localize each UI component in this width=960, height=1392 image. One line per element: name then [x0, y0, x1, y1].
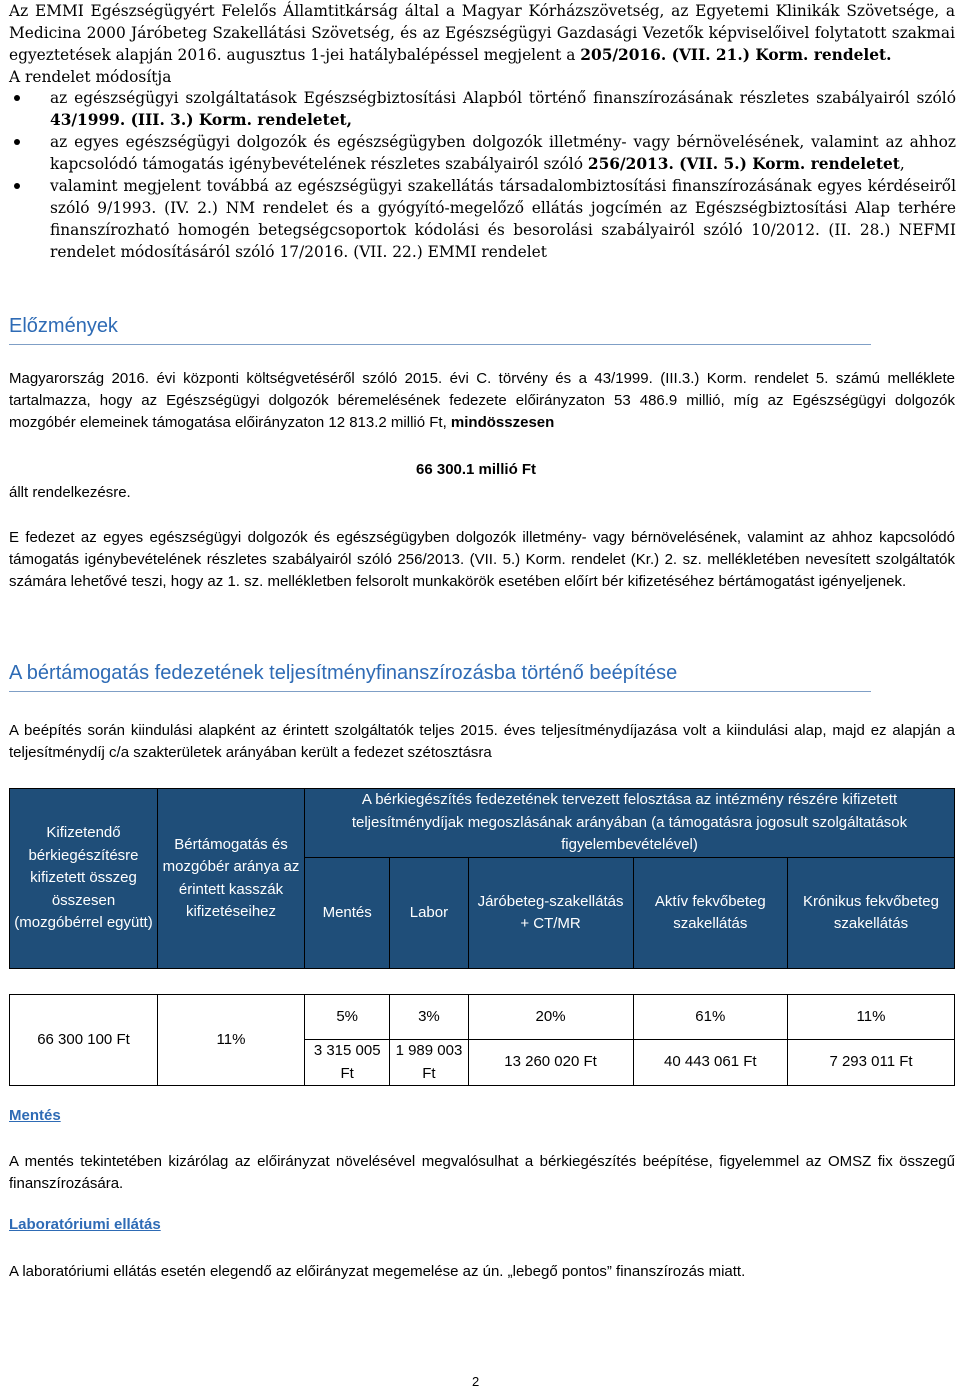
- list-item-text: ,: [899, 155, 905, 173]
- paragraph-distribution: A beépítés során kiindulási alapként az érintett szolgáltatók teljes 2015. éves teljesítménydíjazása volt a kiindulási alap, majd ez alapján a teljesítménydíj c/a szakterületek arányában került a fedezet szétosztásra: [9, 722, 955, 761]
- intro-decree: 205/2016. (VII. 21.) Korm. rendelet.: [580, 46, 892, 64]
- list-item: [0, 87, 956, 131]
- paragraph-budget: [9, 368, 955, 434]
- table-subheader: Mentés: [305, 858, 390, 969]
- amended-decrees-list: [0, 87, 956, 263]
- bullet-icon: [14, 95, 20, 101]
- section-heading-elozmenyek: Előzmények: [9, 315, 118, 337]
- table-subheader: Aktív fekvőbeteg szakellátás: [633, 858, 787, 969]
- list-item-text: 43/1999. (III. 3.) Korm. rendeletet,: [50, 111, 352, 129]
- heading-underline: [9, 344, 871, 345]
- table-cell-percent: 3%: [390, 995, 468, 1040]
- intro-paragraph: [9, 0, 955, 88]
- table-subheader: Labor: [390, 858, 468, 969]
- table-cell-percent: 11%: [788, 995, 955, 1040]
- intro-line2: A rendelet módosítja: [9, 68, 172, 86]
- table-cell-amount: 40 443 061 Ft: [633, 1040, 787, 1086]
- table-cell-percent: 20%: [468, 995, 633, 1040]
- table-percent-row: [10, 995, 955, 1040]
- table-subheader: Járóbeteg-szakellátás + CT/MR: [468, 858, 633, 969]
- table-header-total: Kifizetendő bérkiegészítésre kifizetett összeg összesen (mozgóbérrel együtt): [10, 789, 158, 969]
- table-header-group: A bérkiegészítés fedezetének tervezett felosztása az intézmény részére kifizetett teljesítménydíjak megoszlásának arányában (a támogatásra jogosult szolgáltatások figyelembevételével): [305, 789, 955, 858]
- budget-available: állt rendelkezésre.: [9, 484, 131, 501]
- paragraph-mentes: A mentés tekintetében kizárólag az előirányzat növelésével megvalósulhat a bérkiegészítés beépítése, figyelemmel az OMSZ fix összegű finanszírozására.: [9, 1153, 955, 1192]
- table-cell-percent: 61%: [633, 995, 787, 1040]
- budget-total: 66 300.1 millió Ft: [416, 461, 537, 478]
- distribution-table: [9, 788, 955, 1086]
- table-ratio-value: 11%: [158, 995, 305, 1086]
- table-cell-percent: 5%: [305, 995, 390, 1040]
- list-item: [0, 131, 956, 175]
- table-cell-amount: 13 260 020 Ft: [468, 1040, 633, 1086]
- budget-text: Magyarország 2016. évi központi költségvetéséről szóló 2015. évi C. törvény és a 43/1999. (III.3.) Korm. rendelet 5. számú melléklete tartalmazza, hogy az Egészségügyi dolgozók béremelésének fedezete előirányzaton 53 486.9 millió, míg az Egészségügyi dolgozók mozgóbér elemeinek támogatása előirányzaton 12 813.2 millió Ft,: [9, 370, 955, 431]
- list-item: [0, 175, 956, 263]
- page-number: 2: [472, 1374, 480, 1389]
- intro-text: Az EMMI Egészségügyért Felelős Államtitkárság által a Magyar Kórházszövetség, az Egyetemi Klinikák Szövetsége, a Medicina 2000 Járóbeteg Szakellátási Szövetség, és az Egészségügyi Gazdasági Vezetők képviselőivel folytatott szakmai egyeztetések alapján 2016. augusztus 1-jei hatálybalépéssel megjelent a: [9, 2, 955, 64]
- table-cell-amount: 1 989 003 Ft: [390, 1040, 468, 1086]
- budget-total-label: mindösszesen: [450, 414, 555, 431]
- list-item-text: az egyes egészségügyi dolgozók és egészségügyben dolgozók illetmény- vagy bérnövelésének, valamint az ahhoz kapcsolódó támogatás igénybevételének részletes szabályairól szóló: [50, 133, 956, 173]
- section-heading-beepites: A bértámogatás fedezetének teljesítményfinanszírozásba történő beépítése: [9, 662, 678, 684]
- table-spacer: [10, 969, 955, 995]
- list-item-text: az egészségügyi szolgáltatások Egészségbiztosítási Alapból történő finanszírozásának részletes szabályairól szóló: [50, 89, 956, 107]
- list-item-text: valamint megjelent továbbá az egészségügyi szakellátás társadalombiztosítási finanszírozásának egyes kérdéseiről szóló 9/1993. (IV. 2.) NM rendelet és a gyógyító-megelőző ellátás jogcímén az Egészségbiztosítási Alap terhére finanszírozható homogén betegségcsoportok kódolási és besorolási szabályairól szóló 10/2012. (II. 28.) NEFMI rendelet módosításáról szóló 17/2016. (VII. 22.) EMMI rendelet: [50, 177, 956, 261]
- table-subheader: Krónikus fekvőbeteg szakellátás: [788, 858, 955, 969]
- list-item-text: 256/2013. (VII. 5.) Korm. rendeletet: [587, 155, 900, 173]
- bullet-icon: [14, 183, 20, 189]
- heading-underline: [9, 691, 871, 692]
- table-cell-amount: 7 293 011 Ft: [788, 1040, 955, 1086]
- table-total-value: 66 300 100 Ft: [10, 995, 158, 1086]
- table-header-ratio: Bértámogatás és mozgóbér aránya az érintett kasszák kifizetéseihez: [158, 789, 305, 969]
- table-cell-amount: 3 315 005 Ft: [305, 1040, 390, 1086]
- bullet-icon: [14, 139, 20, 145]
- subsection-title-mentes: Mentés: [9, 1107, 61, 1124]
- paragraph-coverage: E fedezet az egyes egészségügyi dolgozók és egészségügyben dolgozók illetmény- vagy bérnövelésének, valamint az ahhoz kapcsolódó támogatás igénybevételének részletes szabályairól szóló 256/2013. (VII. 5.) Korm. rendelet (Kr.) 2. sz. mellékletében nevesített szolgáltatók számára lehetővé teszi, hogy az 1. sz. mellékletben felsorolt munkakörök esetében előírt bér kifizetéséhez bértámogatást igényeljenek.: [9, 529, 955, 590]
- paragraph-labor: A laboratóriumi ellátás esetén elegendő az előirányzat megemelése az ún. „lebegő pontos” finanszírozás miatt.: [9, 1263, 746, 1280]
- subsection-title-labor: Laboratóriumi ellátás: [9, 1216, 161, 1233]
